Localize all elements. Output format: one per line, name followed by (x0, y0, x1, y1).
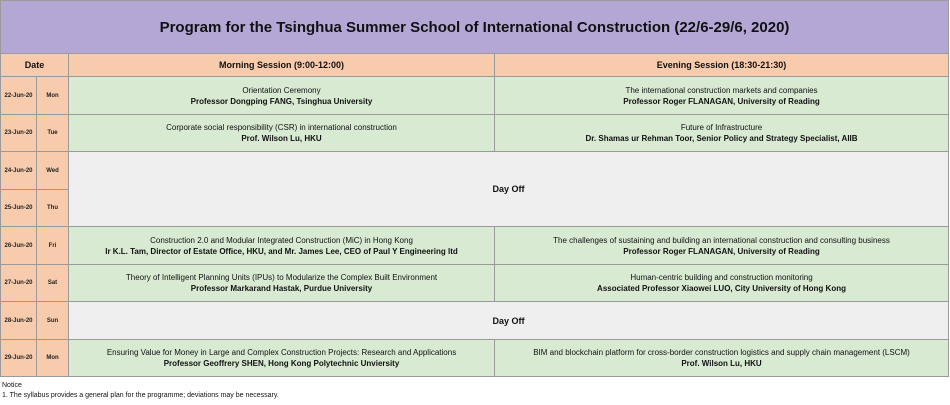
evening-session (495, 115, 949, 152)
date-cell: 23-Jun-20 (1, 115, 37, 152)
session-title: The international construction markets and companies (625, 85, 818, 95)
date-cell: 27-Jun-20 (1, 265, 37, 302)
session-title: Ensuring Value for Money in Large and Complex Construction Projects: Research and Applications (106, 348, 457, 357)
session-title: Theory of Intelligent Planning Units (IPUs) to Modularize the Complex Built Environment (125, 273, 438, 282)
day-cell: Wed (37, 152, 69, 190)
table-row (1, 340, 949, 377)
day-cell: Mon (37, 77, 69, 115)
notice-heading: Notice (2, 382, 22, 389)
session-speaker: Prof. Wilson Lu, HKU (681, 359, 762, 368)
morning-session (69, 115, 495, 152)
session-speaker: Professor Geoffrery SHEN, Hong Kong Polytechnic Unviersity (163, 359, 400, 368)
notice (2, 381, 279, 401)
table-row (1, 115, 949, 152)
table-row (1, 265, 949, 302)
session-speaker: Professor Roger FLANAGAN, University of Reading (623, 246, 820, 256)
date-cell: 26-Jun-20 (1, 227, 37, 265)
morning-session (69, 340, 495, 377)
session-speaker: Professor Roger FLANAGAN, University of Reading (623, 96, 820, 106)
day-cell: Mon (37, 340, 69, 377)
day-cell: Tue (37, 115, 69, 152)
table-row (1, 152, 949, 190)
session-speaker: Professor Markarand Hastak, Purdue University (190, 284, 373, 293)
session-title: The challenges of sustaining and building an international construction and consulting business (553, 235, 890, 245)
evening-session (495, 77, 949, 115)
session-speaker: Prof. Wilson Lu, HKU (241, 134, 322, 143)
session-title: Human-centric building and construction monitoring (630, 273, 813, 282)
session-speaker: Associated Professor Xiaowei LUO, City University of Hong Kong (597, 284, 846, 293)
day-cell: Sat (37, 265, 69, 302)
date-cell: 22-Jun-20 (1, 77, 37, 115)
day-cell: Fri (37, 227, 69, 265)
notice-line: 1. The syllabus provides a general plan for the programme; deviations may be necessary. (2, 392, 279, 399)
header-date: Date (1, 54, 69, 77)
table-row (1, 302, 949, 340)
evening-session (495, 227, 949, 265)
evening-session (495, 340, 949, 377)
page-title: Program for the Tsinghua Summer School of International Construction (22/6-29/6, 2020) (1, 1, 949, 54)
session-speaker: Professor Dongping FANG, Tsinghua University (190, 96, 373, 106)
day-off-cell: Day Off (69, 152, 949, 227)
day-off-cell: Day Off (69, 302, 949, 340)
date-cell: 25-Jun-20 (1, 190, 37, 227)
session-speaker: Ir K.L. Tam, Director of Estate Office, HKU, and Mr. James Lee, CEO of Paul Y Engineering ltd (105, 246, 458, 256)
session-title: Future of Infrastructure (680, 123, 763, 132)
date-cell: 29-Jun-20 (1, 340, 37, 377)
session-speaker: Dr. Shamas ur Rehman Toor, Senior Policy and Strategy Specialist, AIIB (585, 134, 858, 143)
morning-session (69, 265, 495, 302)
evening-session (495, 265, 949, 302)
morning-session (69, 227, 495, 265)
morning-session (69, 77, 495, 115)
date-cell: 28-Jun-20 (1, 302, 37, 340)
day-cell: Thu (37, 190, 69, 227)
session-title: Corporate social responsibility (CSR) in international construction (166, 123, 397, 132)
session-title: BIM and blockchain platform for cross-border construction logistics and supply chain management (LSCM) (533, 348, 910, 357)
day-cell: Sun (37, 302, 69, 340)
header-morning: Morning Session (9:00-12:00) (69, 54, 495, 77)
session-title: Orientation Ceremony (242, 85, 321, 95)
date-cell: 24-Jun-20 (1, 152, 37, 190)
session-title: Construction 2.0 and Modular Integrated Construction (MiC) in Hong Kong (150, 235, 413, 245)
table-row (1, 77, 949, 115)
header-evening: Evening Session (18:30-21:30) (495, 54, 949, 77)
table-row (1, 227, 949, 265)
